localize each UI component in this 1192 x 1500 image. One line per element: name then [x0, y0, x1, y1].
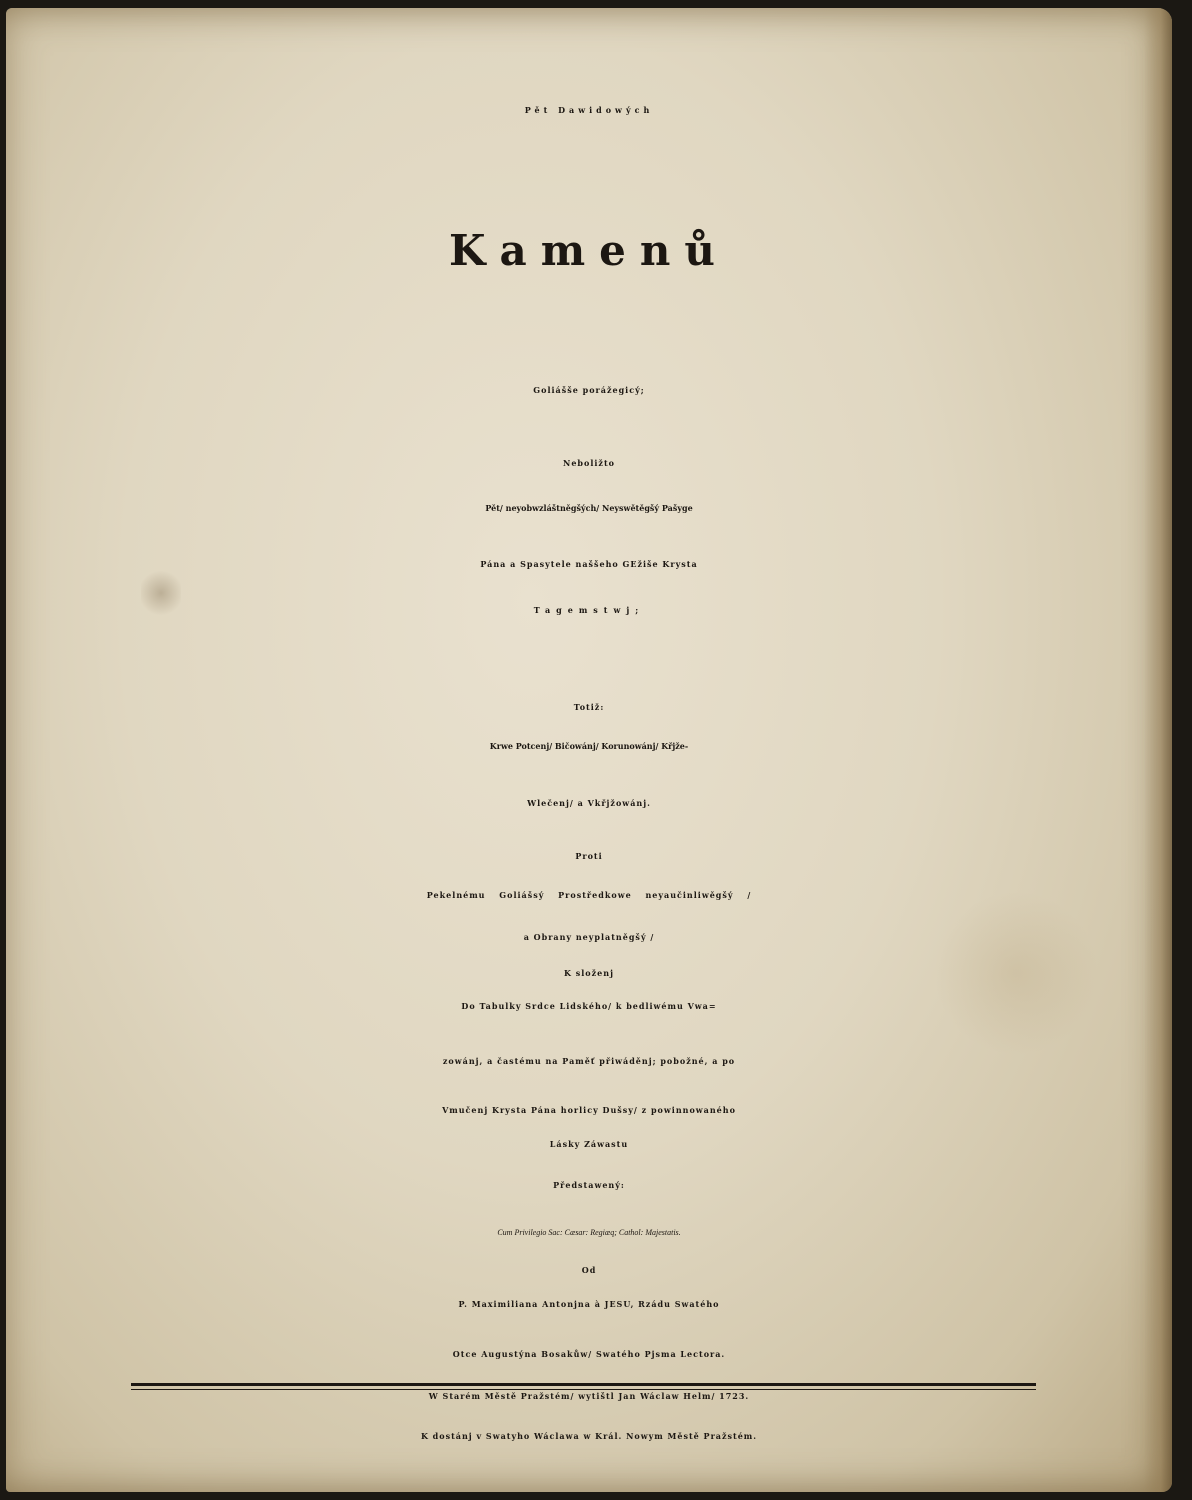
title-line-1: Pět Dawidowých: [524, 105, 654, 115]
text-line-k-slozeni: K složenj: [564, 968, 614, 978]
text-line-17: Vmučenj Krysta Pána horlicy Dušsy/ z powinnowaného: [442, 1105, 736, 1115]
text-line-5: Pět/ neyobwzláštněgšých/ Neyswětěgšý Pašyge: [485, 503, 693, 513]
text-line-tagemstwi: Tagemstwj;: [533, 605, 645, 615]
distribution-line: K dostánj v Swatyho Wáclawa w Král. Nowym Městě Pražstém.: [420, 1431, 758, 1441]
privilege-line: Cum Privilegio Sac: Cæsar: Regiæq; Cathol: Majestatis.: [497, 1228, 681, 1237]
author-order-line: Otce Augustýna Bosakůw/ Swatého Pjsma Lectora.: [452, 1349, 726, 1359]
subtitle-line: Goliášše porážegicý;: [533, 385, 645, 395]
text-line-6: Pána a Spasytele naššeho GEžiše Krysta: [480, 559, 698, 569]
text-line-10: Wlečenj/ a Vkřjžowánj.: [527, 798, 651, 808]
author-line: P. Maximiliana Antonjna à JESU, Rzádu Swatého: [458, 1299, 720, 1309]
text-line-18: Lásky Záwastu: [549, 1139, 629, 1149]
title-line-2: Kamenů: [449, 226, 729, 275]
text-line-predstaweny: Předstawený:: [553, 1180, 625, 1190]
imprint-rule: [131, 1383, 1036, 1386]
text-line-od: Od: [581, 1265, 597, 1275]
text-line-9: Krwe Potcenj/ Bičowánj/ Korunowánj/ Křjže-: [489, 741, 689, 751]
title-page: [6, 8, 1172, 1492]
text-line-15: Do Tabulky Srdce Lidského/ k bedliwému Vwa=: [461, 1001, 717, 1011]
imprint-line: W Starém Městě Pražstém/ wytištl Jan Wáclaw Helm/ 1723.: [428, 1391, 750, 1401]
text-line-16: zowánj, a častému na Paměť přiwáděnj; pobožné, a po: [442, 1056, 736, 1066]
text-line-12: Pekelnému Goliášsý Prostředkowe neyaučinliwěgšý /: [426, 890, 752, 900]
text-line-totiz: Totiž:: [573, 702, 605, 712]
text-line-proti: Proti: [575, 851, 603, 861]
text-line-neboliz: Neboližto: [563, 458, 615, 468]
text-line-13: a Obrany neyplatněgšý /: [523, 932, 655, 942]
